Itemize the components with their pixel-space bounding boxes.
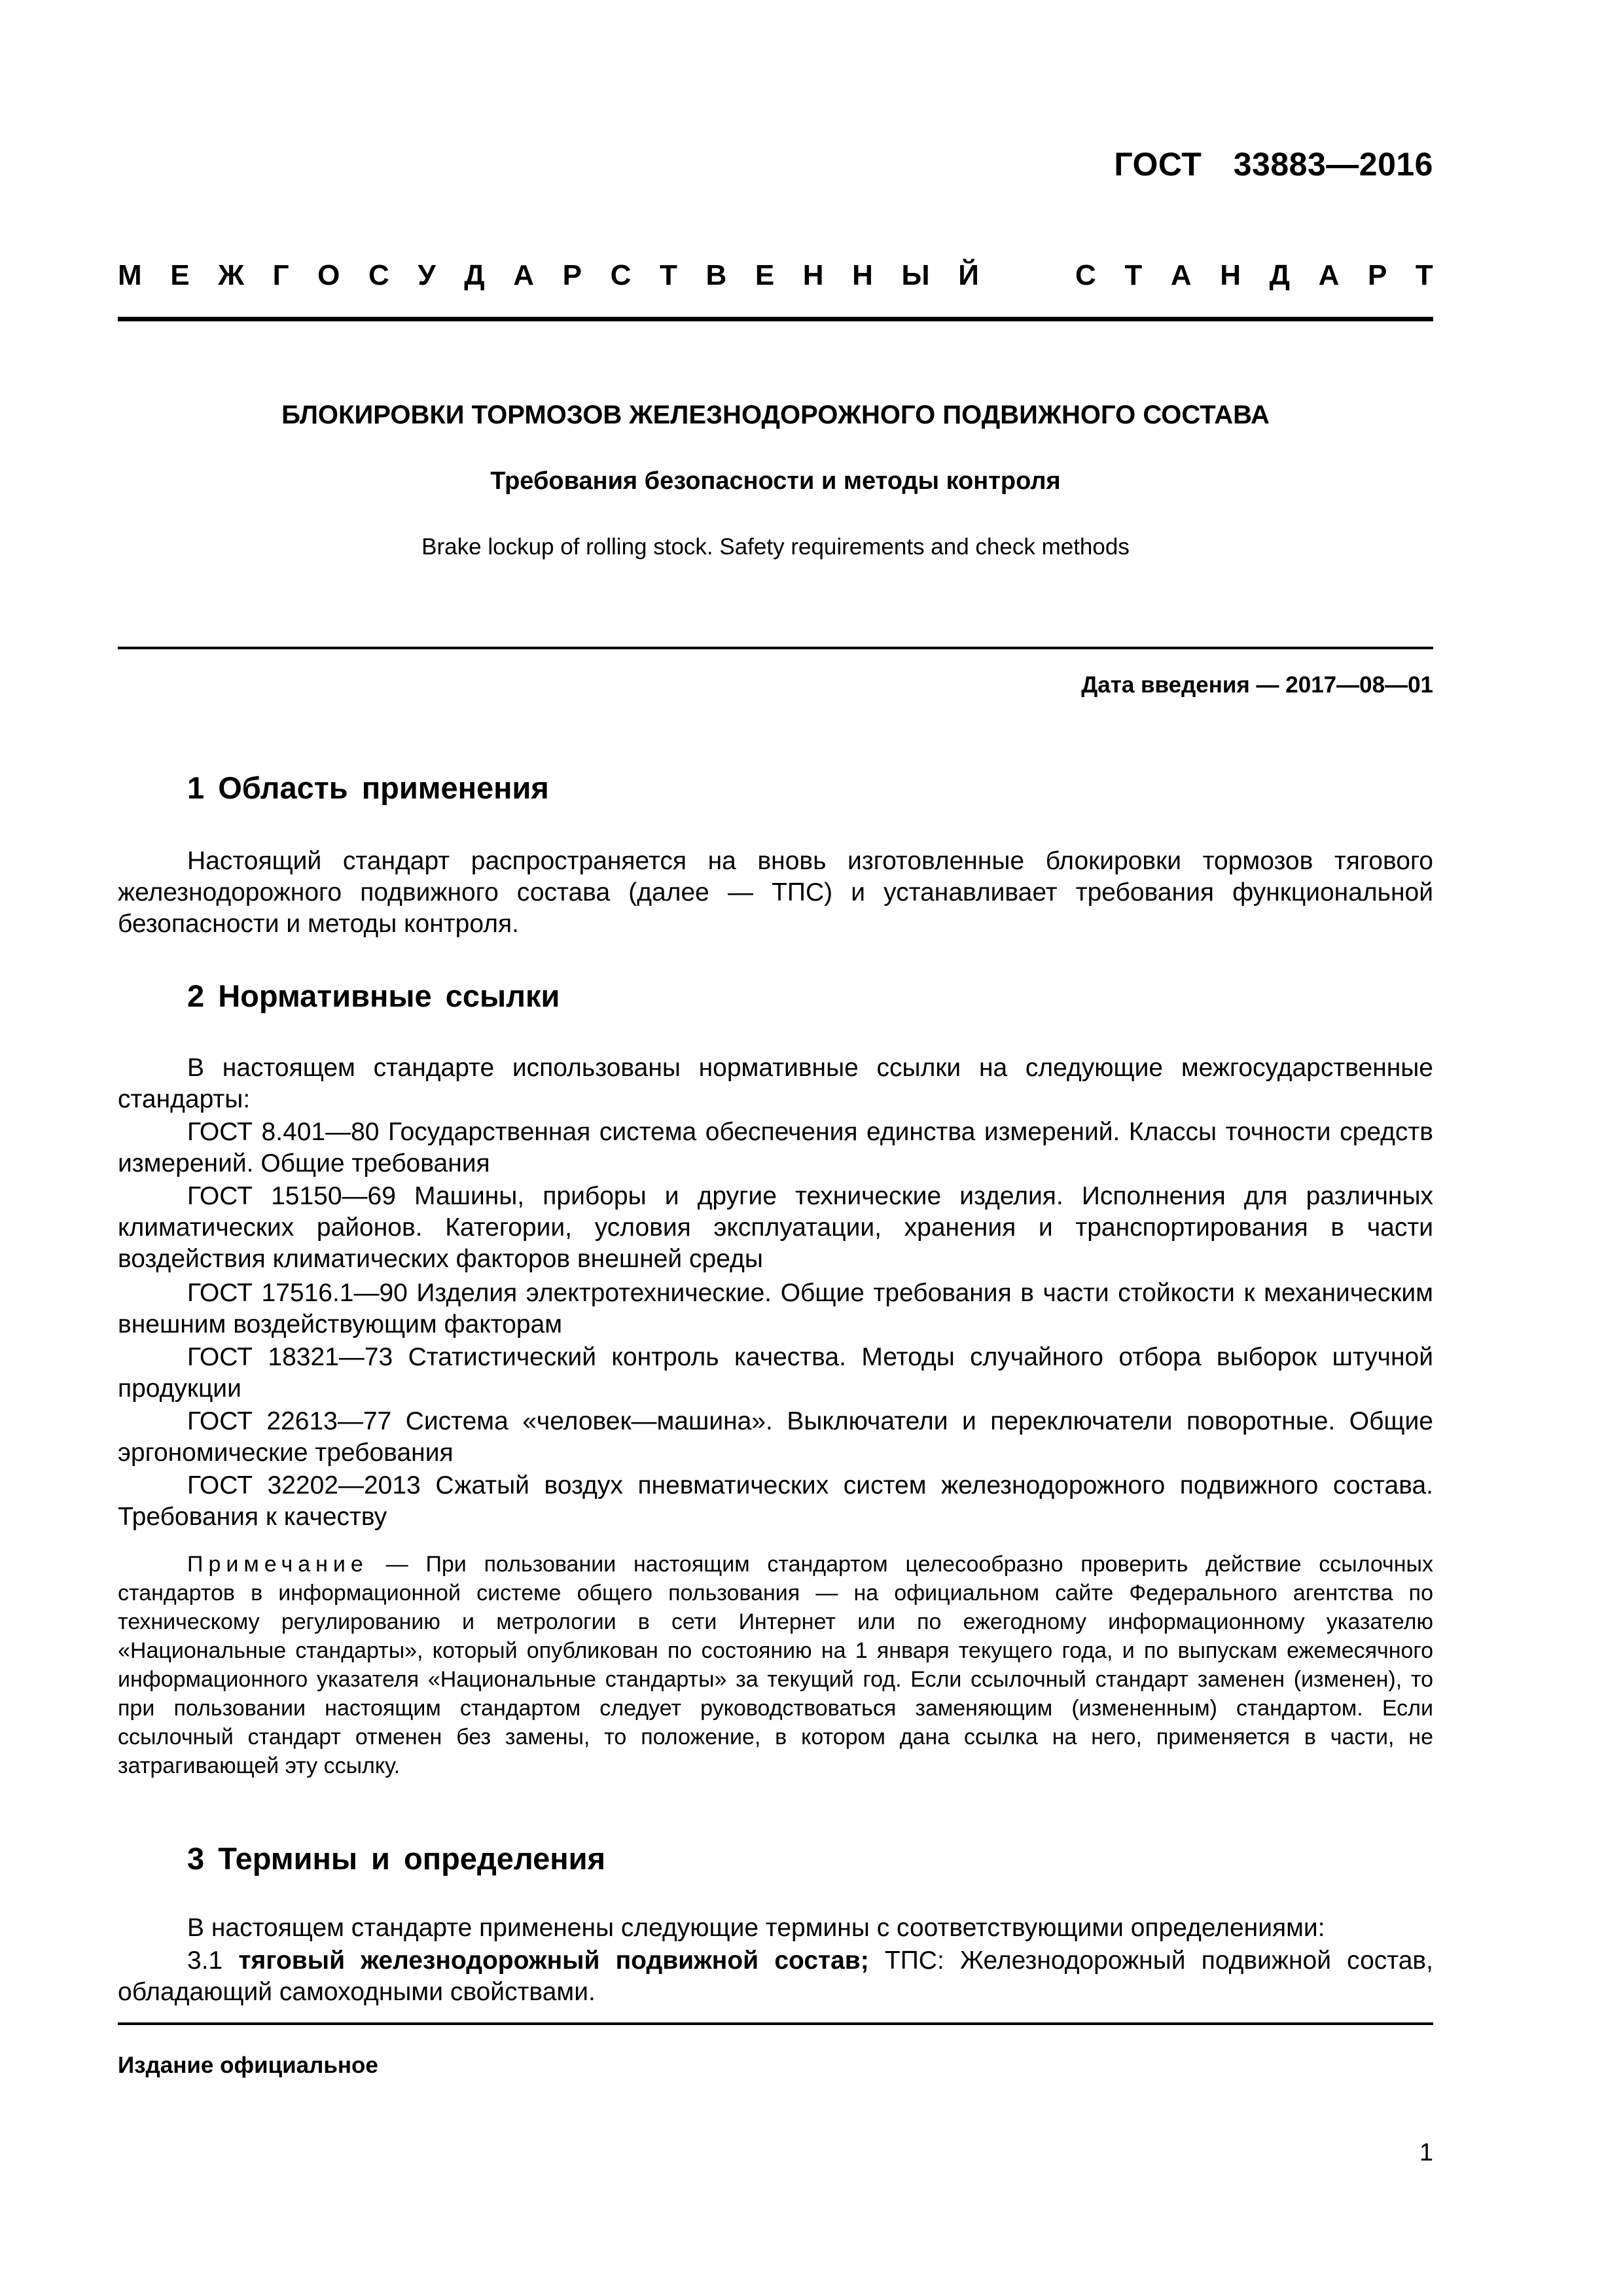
letter: А [1170, 259, 1192, 291]
letter: Д [1269, 259, 1290, 291]
letter: А [513, 259, 535, 291]
letter: В [705, 259, 727, 291]
standard-type-heading [118, 259, 1433, 292]
section-1-text: Настоящий стандарт распространяется на вновь изготовленные блокировки тормозов тягового железнодорожного подвижного состава (далее — ТПС) и устанавливает требования функциональной безопасности и методы контроля. [118, 847, 1433, 938]
letter: С [610, 259, 632, 291]
letter: Н [802, 259, 824, 291]
official-edition-label: Издание официальное [118, 2053, 378, 2078]
letter: А [1318, 259, 1340, 291]
letter: М [118, 259, 142, 291]
letter: Д [464, 259, 485, 291]
letter: Н [1220, 259, 1241, 291]
letter: Т [1124, 259, 1143, 291]
word-gap [1007, 259, 1046, 292]
section-3-heading: 3 Термины и определения [187, 1841, 605, 1876]
normative-reference: ГОСТ 15150—69 Машины, приборы и другие технические изделия. Исполнения для различных климатических районов. Категории, условия эксплуатации, хранения и транспортирования в части воздействия климатических факторов внешней среды [118, 1182, 1433, 1273]
footer-divider [118, 2022, 1433, 2025]
document-page [118, 0, 1433, 2296]
letter: Ы [901, 259, 930, 291]
section-2-intro: В настоящем стандарте использованы нормативные ссылки на следующие межгосударственные стандарты: [118, 1054, 1433, 1113]
note-label: Примечание [187, 1552, 368, 1577]
letter: С [1075, 259, 1096, 291]
term-name: тяговый железнодорожный подвижной состав; [238, 1946, 869, 1975]
letter: Т [1415, 259, 1433, 291]
introduction-date: Дата введения — 2017—08—01 [1081, 672, 1433, 698]
references-note [118, 1550, 1433, 1780]
page-number: 1 [1419, 2139, 1433, 2166]
letter: Т [659, 259, 677, 291]
letter: Р [1367, 259, 1387, 291]
gost-number: ГОСТ 33883—2016 [1114, 146, 1433, 183]
letter: Е [755, 259, 775, 291]
normative-reference: ГОСТ 17516.1—90 Изделия электротехнические. Общие требования в части стойкости к механическим внешним воздействующим факторам [118, 1279, 1433, 1338]
letter: У [418, 259, 436, 291]
normative-reference: ГОСТ 18321—73 Статистический контроль качества. Методы случайного отбора выборок штучной продукции [118, 1343, 1433, 1403]
letter: Й [958, 259, 979, 291]
title-divider [118, 647, 1433, 649]
normative-reference: ГОСТ 32202—2013 Сжатый воздух пневматических систем железнодорожного подвижного состава. Требования к качеству [118, 1471, 1433, 1531]
document-english-title: Brake lockup of rolling stock. Safety requirements and check methods [421, 534, 1130, 560]
document-title: БЛОКИРОВКИ ТОРМОЗОВ ЖЕЛЕЗНОДОРОЖНОГО ПОДВИЖНОГО СОСТАВА [281, 401, 1270, 429]
letter: С [368, 259, 389, 291]
section-1-heading: 1 Область применения [187, 770, 549, 805]
letter: Р [562, 259, 582, 291]
letter: Н [852, 259, 873, 291]
normative-reference: ГОСТ 8.401—80 Государственная система обеспечения единства измерений. Классы точности средств измерений. Общие требования [118, 1118, 1433, 1177]
letter: Ж [218, 259, 244, 291]
letter: Г [272, 259, 289, 291]
term-definition [118, 1945, 1433, 2008]
document-subtitle: Требования безопасности и методы контроля [490, 467, 1061, 495]
letter: О [317, 259, 340, 291]
section-2-heading: 2 Нормативные ссылки [187, 978, 560, 1013]
header-divider [118, 317, 1433, 321]
section-3-intro: В настоящем стандарте применены следующие термины с соответствующими определениями: [187, 1914, 1325, 1942]
normative-reference: ГОСТ 22613—77 Система «человек—машина». Выключатели и переключатели поворотные. Общие эргономические требования [118, 1407, 1433, 1467]
letter: Е [170, 259, 190, 291]
term-number: 3.1 [187, 1946, 239, 1975]
note-text: — При пользовании настоящим стандартом целесообразно проверить действие ссылочных стандартов в информационной системе общего пользования — на официальном сайте Федерального агентства по техническому регулированию и метрологии в сети Интернет или по ежегодному информационному указателю «Национальные стандарты», который опубликован по состоянию на 1 января текущего года, и по выпускам ежемесячного информационного указателя «Национальные стандарты» за текущий год. Если ссылочный стандарт заменен (изменен), то при пользовании настоящим стандартом следует руководствоваться заменяющим (измененным) стандартом. Если ссылочный стандарт отменен без замены, то положение, в котором дана ссылка на него, применяется в части, не затрагивающей эту ссылку. [118, 1552, 1433, 1778]
term-definition-text: ТПС: Железнодорожный подвижной состав, обладающий самоходными свойствами. [118, 1946, 1433, 2006]
